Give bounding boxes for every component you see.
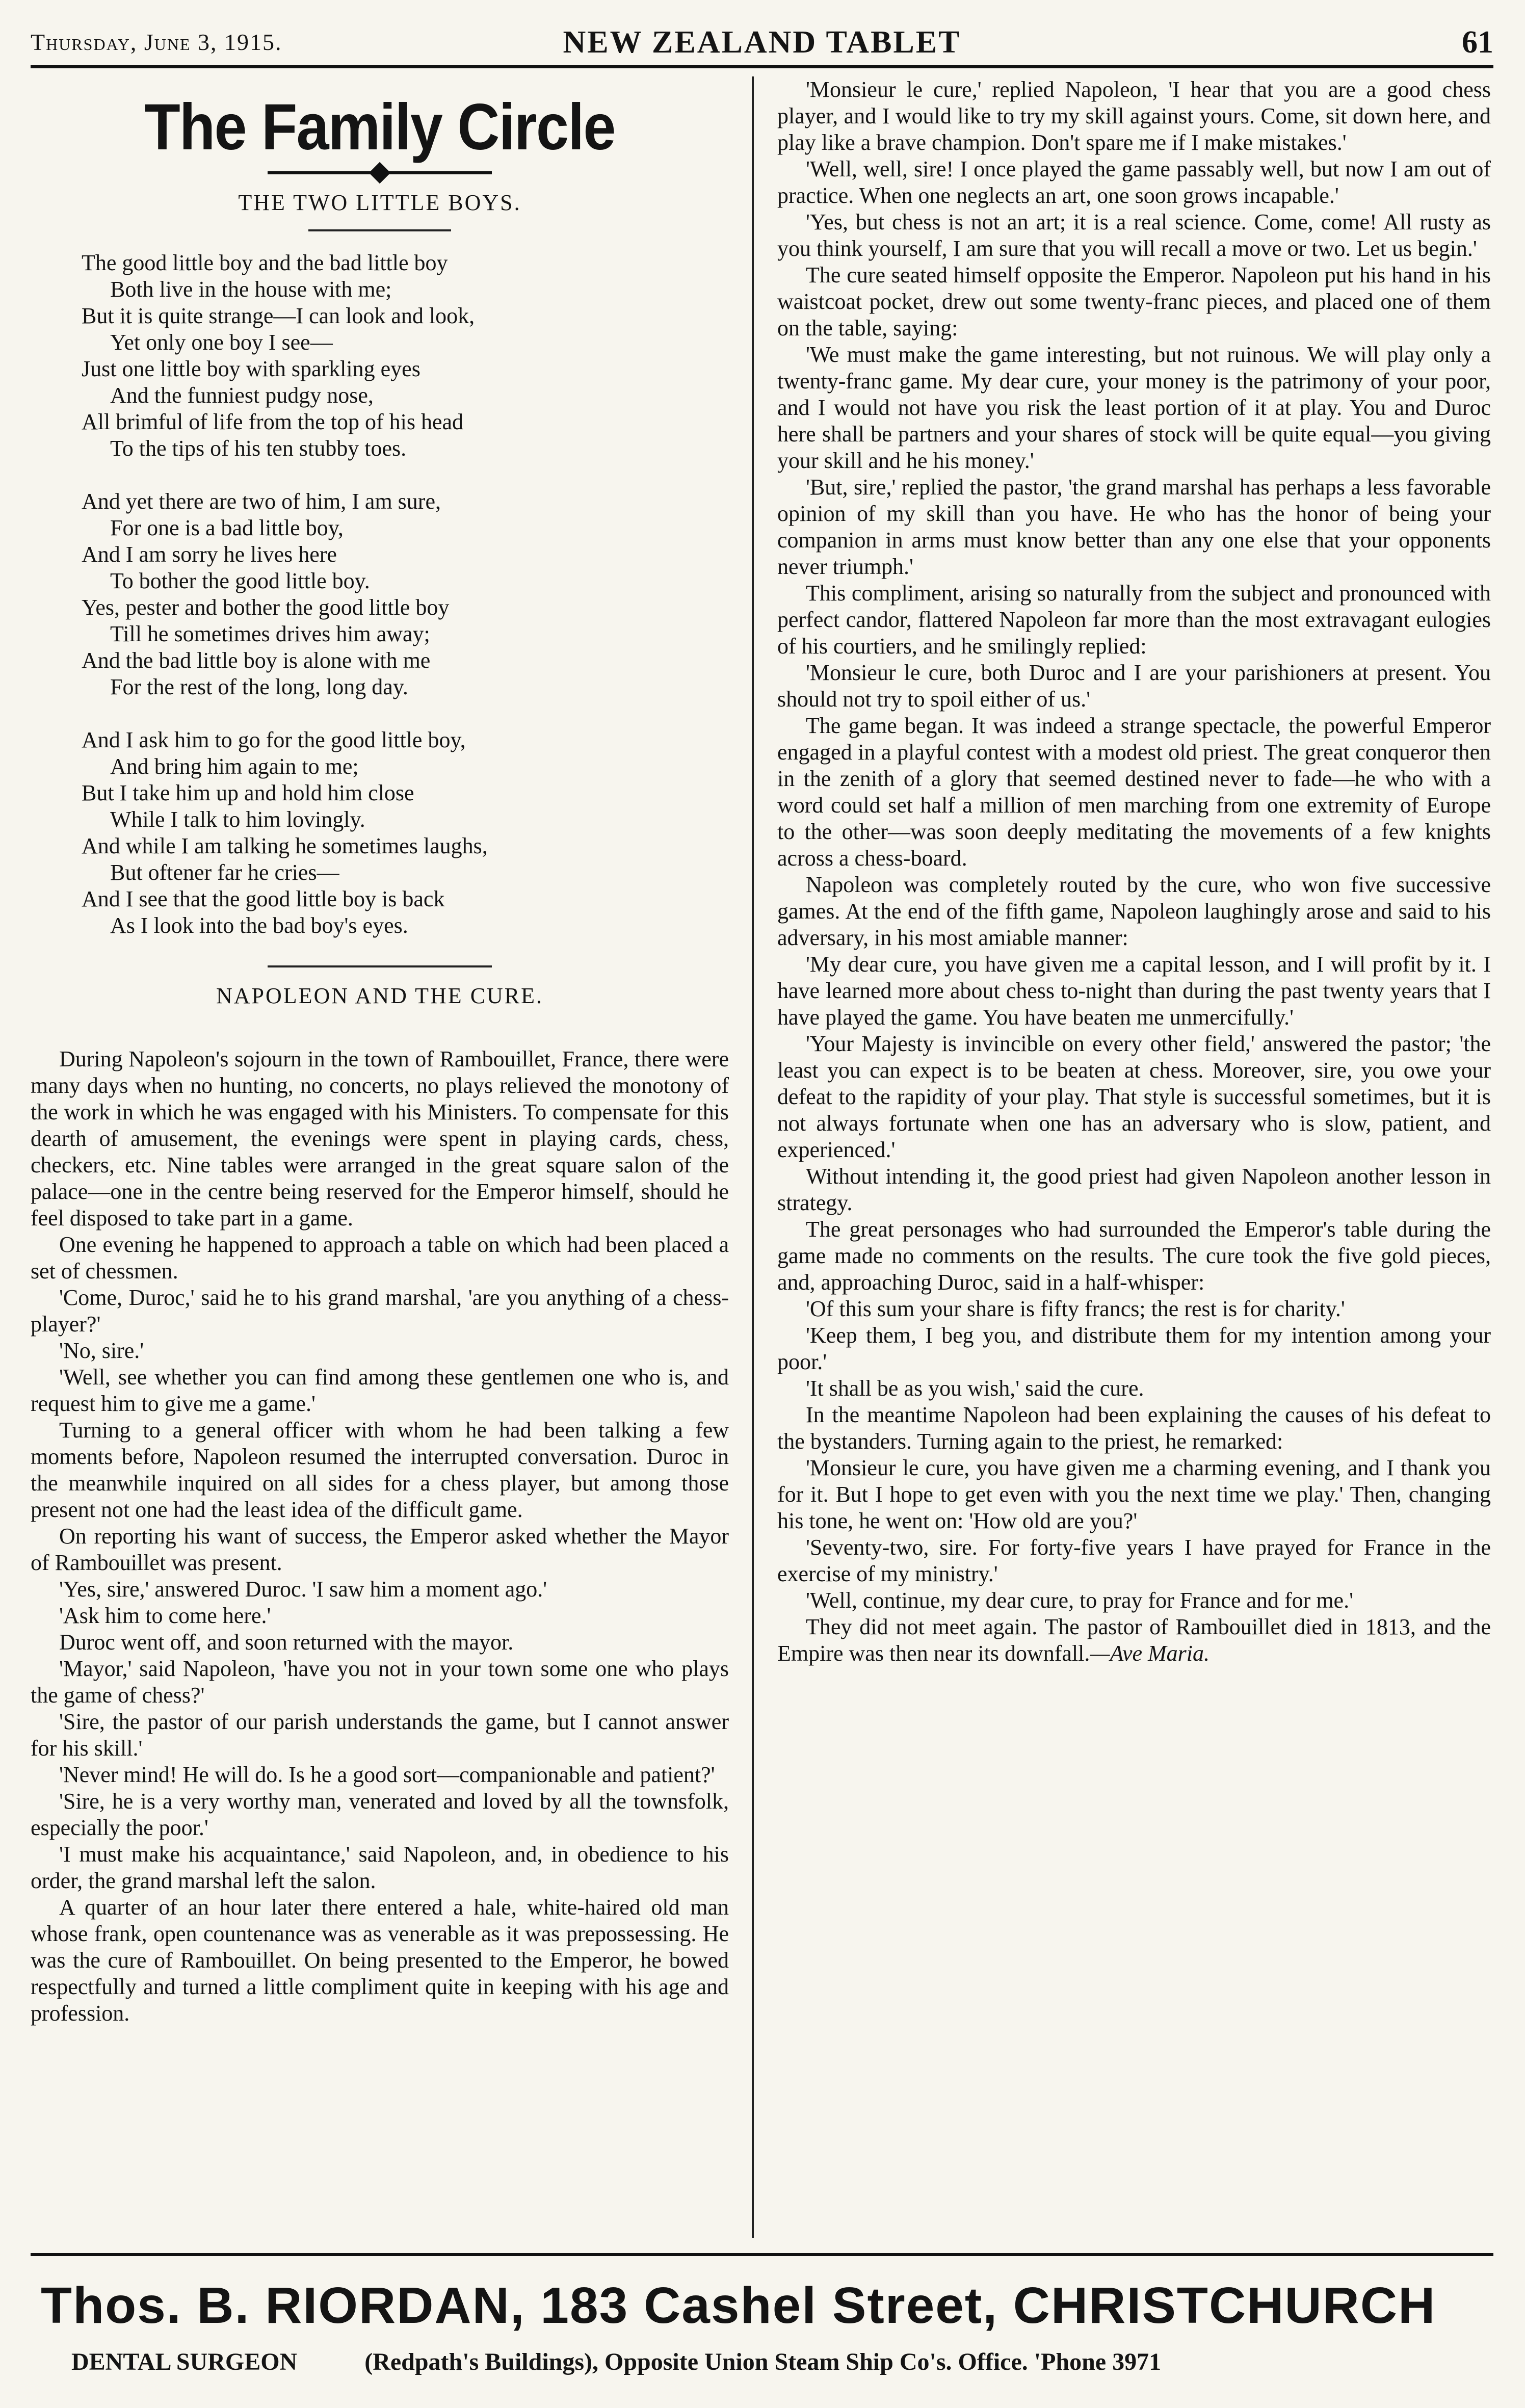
poem-line: Yes, pester and bother the good little boy xyxy=(82,595,450,620)
poem-line: And bring him again to me; xyxy=(110,754,359,779)
stanza xyxy=(82,488,729,700)
poem-line: Both live in the house with me; xyxy=(110,277,392,302)
paragraph: The game began. It was indeed a strange spectacle, the powerful Emperor engaged in a playful contest with a modest old priest. The great conqueror then in the zenith of a glory that seemed destined never to fade—he who with a word could set half a million of men marching from one extremity of Europe to the other—was soon deeply meditating the movements of a few knights across a chess-board. xyxy=(777,713,1491,871)
paragraph: 'Monsieur le cure, both Duroc and I are your parishioners at present. You should not try to spoil either of us.' xyxy=(777,660,1491,712)
paragraph: 'Monsieur le cure, you have given me a charming evening, and I thank you for it. But I hope to get even with you the next time we play.' Then, changing his tone, he went on: 'How old are you?' xyxy=(777,1455,1491,1533)
poem-line: And while I am talking he sometimes laughs, xyxy=(82,833,488,858)
poem-line: And I ask him to go for the good little boy, xyxy=(82,727,466,752)
paragraph: The great personages who had surrounded the Emperor's table during the game made no comments on the results. The cure took the five gold pieces, and, approaching Duroc, said in a half-whisper: xyxy=(777,1217,1491,1295)
ad-headline: Thos. B. RIORDAN, 183 Cashel Street, CHRISTCHURCH xyxy=(41,2277,1436,2334)
paragraph: 'Of this sum your share is fifty francs; the rest is for charity.' xyxy=(806,1296,1345,1321)
paragraph: 'Seventy-two, sire. For forty-five years I have prayed for France in the exercise of my ministry.' xyxy=(777,1535,1491,1586)
advertisement xyxy=(31,2253,1493,2399)
poem-line: Just one little boy with sparkling eyes xyxy=(82,356,420,381)
stanza xyxy=(82,250,729,462)
stanza xyxy=(82,727,729,939)
paragraph: The cure seated himself opposite the Emperor. Napoleon put his hand in his waistcoat pocket, drew out some twenty-franc pieces, and placed one of them on the table, saying: xyxy=(777,263,1491,341)
section-title: The Family Circle xyxy=(144,91,615,164)
paragraph: 'I must make his acquaintance,' said Napoleon, and, in obedience to his order, the grand marshal left the salon. xyxy=(31,1842,729,1893)
paragraph: 'We must make the game interesting, but not ruinous. We will play only a twenty-franc game. My dear cure, your money is the patrimony of your poor, and I would not have you risk the least portion of it at play. You and Duroc here shall be partners and your shares of stock will be quite equal—you giving your skill and he his money.' xyxy=(777,342,1491,473)
masthead: NEW ZEALAND TABLET xyxy=(563,25,961,60)
ad-address: (Redpath's Buildings), Opposite Union Steam Ship Co's. Office. 'Phone 3971 xyxy=(364,2348,1162,2375)
paragraph: 'My dear cure, you have given me a capital lesson, and I will profit by it. I have learned more about chess to-night than during the past twenty years that I have played the game. You have beaten me unmercifully.' xyxy=(777,952,1491,1030)
poem-line: But I take him up and hold him close xyxy=(82,780,414,805)
poem-line: And I am sorry he lives here xyxy=(82,542,337,567)
paragraph: 'It shall be as you wish,' said the cure. xyxy=(806,1376,1144,1401)
paragraph: During Napoleon's sojourn in the town of Rambouillet, France, there were many days when no hunting, no concerts, no plays relieved the monotony of the work in which he was engaged with his Ministers. To compensate for this dearth of amusement, the evenings were spent in playing cards, chess, checkers, etc. Nine tables were arranged in the great square salon of the palace—one in the centre being reserved for the Emperor himself, should he feel disposed to take part in a game. xyxy=(31,1046,729,1231)
paragraph: Turning to a general officer with whom he had been talking a few moments before, Napoleon resumed the interrupted conversation. Duroc in the meanwhile inquired on all sides for a chess player, but among those present not one had the least idea of the difficult game. xyxy=(31,1418,729,1522)
poem-line: And I see that the good little boy is back xyxy=(82,886,445,911)
page-header xyxy=(31,24,1493,68)
attribution: —Ave Maria. xyxy=(1090,1641,1210,1666)
left-column xyxy=(31,76,729,2027)
paragraph: 'Sire, the pastor of our parish understands the game, but I cannot answer for his skill.' xyxy=(31,1709,729,1761)
paragraph: 'Sire, he is a very worthy man, venerated and loved by all the townsfolk, especially the poor.' xyxy=(31,1789,729,1840)
paragraph: Without intending it, the good priest had given Napoleon another lesson in strategy. xyxy=(777,1164,1491,1215)
poem-line: As I look into the bad boy's eyes. xyxy=(110,913,408,938)
poem-body xyxy=(31,250,729,939)
paragraph: In the meantime Napoleon had been explaining the causes of his defeat to the bystanders. Turning again to the priest, he remarked: xyxy=(777,1402,1491,1454)
poem-line: While I talk to him lovingly. xyxy=(110,807,365,832)
poem-line: Till he sometimes drives him away; xyxy=(110,621,430,646)
final-paragraph xyxy=(777,1614,1491,1667)
paragraph: 'Monsieur le cure,' replied Napoleon, 'I hear that you are a good chess player, and I would like to try my skill against yours. Come, sit down here, and play like a brave champion. Don't spare me if I make mistakes.' xyxy=(777,77,1491,155)
poem-line: And the bad little boy is alone with me xyxy=(82,648,431,673)
paragraph: Duroc went off, and soon returned with the mayor. xyxy=(59,1630,514,1655)
paragraph-text: They did not meet again. The pastor of Rambouillet died in 1813, and the Empire was then near its downfall. xyxy=(777,1614,1491,1666)
poem-line: All brimful of life from the top of his head xyxy=(82,409,464,434)
poem-line: For the rest of the long, long day. xyxy=(110,674,408,699)
paragraph: A quarter of an hour later there entered a hale, white-haired old man whose frank, open countenance was as venerable as it was prepossessing. He was the cure of Rambouillet. On being presented to the Emperor, he bowed respectfully and turned a little compliment quite in keeping with his age and profession. xyxy=(31,1895,729,2026)
paragraph: 'But, sire,' replied the pastor, 'the grand marshal has perhaps a less favorable opinion of my skill than you have. He who has the honor of being your companion in arms must know better than any one else that your opponents never triumph.' xyxy=(777,475,1491,579)
right-column xyxy=(777,76,1491,1667)
page-number: 61 xyxy=(1462,25,1493,60)
paragraph: 'No, sire.' xyxy=(59,1338,144,1363)
divider xyxy=(268,965,492,967)
paragraph: 'Ask him to come here.' xyxy=(59,1603,271,1628)
poem-line: Yet only one boy I see— xyxy=(110,330,333,355)
column-divider xyxy=(752,76,754,2238)
ad-subline xyxy=(71,2348,1222,2376)
paragraph: 'Yes, but chess is not an art; it is a real science. Come, come! All rusty as you think yourself, I am sure that you will recall a move or two. Let us begin.' xyxy=(777,210,1491,261)
issue-date: Thursday, June 3, 1915. xyxy=(31,29,282,55)
poem-title: THE TWO LITTLE BOYS. xyxy=(238,190,521,215)
paragraph: 'Your Majesty is invincible on every other field,' answered the pastor; 'the least you can expect is to be beaten at chess. Moreover, sire, you owe your defeat to the rapidity of your play. That style is successful sometimes, but it is not always fortunate when one has an adversary who is slow, patient, and experienced.' xyxy=(777,1031,1491,1162)
paragraph: 'Well, see whether you can find among these gentlemen one who is, and request him to give me a game.' xyxy=(31,1365,729,1416)
paragraph: One evening he happened to approach a table on which had been placed a set of chessmen. xyxy=(31,1232,729,1284)
paragraph: 'Come, Duroc,' said he to his grand marshal, 'are you anything of a chess-player?' xyxy=(31,1285,729,1337)
paragraph: 'Well, well, sire! I once played the game passably well, but now I am out of practice. When one neglects an art, one soon grows incapable.' xyxy=(777,156,1491,208)
poem-line: But it is quite strange—I can look and look, xyxy=(82,303,475,328)
poem-line: To the tips of his ten stubby toes. xyxy=(110,436,407,461)
decorative-rule xyxy=(268,171,492,174)
story-left-body xyxy=(31,1046,729,2027)
poem-line: And the funniest pudgy nose, xyxy=(110,383,374,408)
paragraph: 'Keep them, I beg you, and distribute them for my intention among your poor.' xyxy=(777,1323,1491,1374)
paragraph: 'Yes, sire,' answered Duroc. 'I saw him a moment ago.' xyxy=(59,1577,547,1602)
poem-line: For one is a bad little boy, xyxy=(110,515,344,540)
paragraph: 'Well, continue, my dear cure, to pray for France and for me.' xyxy=(806,1588,1354,1613)
poem-line: To bother the good little boy. xyxy=(110,568,370,593)
poem-line: But oftener far he cries— xyxy=(110,860,339,885)
paragraph: 'Never mind! He will do. Is he a good sort—companionable and patient?' xyxy=(59,1762,715,1787)
poem-line: The good little boy and the bad little boy xyxy=(82,250,448,275)
paragraph: This compliment, arising so naturally from the subject and pronounced with perfect candor, flattered Napoleon far more than the most extravagant eulogies of his courtiers, and he smilingly replied: xyxy=(777,581,1491,659)
poem-line: And yet there are two of him, I am sure, xyxy=(82,489,441,514)
ad-profession: DENTAL SURGEON xyxy=(71,2348,298,2375)
paragraph: Napoleon was completely routed by the cure, who won five successive games. At the end of the fifth game, Napoleon laughingly arose and said to his adversary, in his most amiable manner: xyxy=(777,872,1491,950)
story-title: NAPOLEON AND THE CURE. xyxy=(216,983,544,1008)
divider xyxy=(308,229,451,231)
paragraph: 'Mayor,' said Napoleon, 'have you not in your town some one who plays the game of chess?' xyxy=(31,1656,729,1708)
paragraph: On reporting his want of success, the Emperor asked whether the Mayor of Rambouillet was present. xyxy=(31,1524,729,1575)
